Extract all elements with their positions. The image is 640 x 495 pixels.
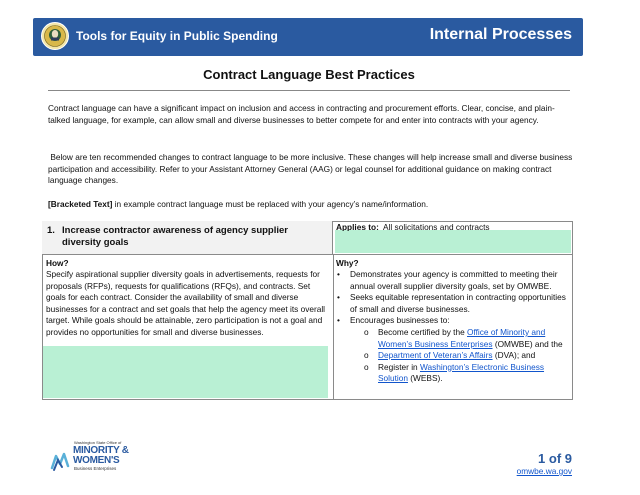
sub-bullet-icon: o: [364, 350, 369, 361]
logo-org-text: Washington State Office of: [74, 440, 122, 445]
applies-to: [336, 222, 568, 231]
applies-label: Applies to:: [336, 222, 379, 231]
page-indicator: 1 of 9: [538, 451, 572, 466]
bracket-label: [Bracketed Text]: [48, 199, 113, 209]
why-item: • Seeks equitable representation in contracting opportunities of small and diverse businesses.: [337, 292, 566, 314]
sub-bullet-icon: o: [364, 361, 369, 372]
bracket-note: in example contract language must be replaced with your agency’s name/information.: [112, 199, 429, 209]
recommendation-number: 1.: [47, 225, 55, 236]
washington-seal-icon: [41, 22, 69, 50]
bracket-note-paragraph: [48, 199, 576, 211]
bullet-icon: •: [337, 292, 340, 303]
why-heading: Why?: [336, 258, 359, 268]
logo-line3: Business Enterprises: [74, 466, 117, 471]
page-title: Contract Language Best Practices: [203, 67, 415, 82]
applies-value: All solicitations and contracts: [383, 222, 490, 231]
brand-title: Tools for Equity in Public Spending: [76, 29, 278, 43]
why-item: • Demonstrates your agency is committed to meeting their annual overall supplier diversity goals, set by OMWBE.: [337, 269, 558, 291]
table-column-divider: [333, 255, 334, 400]
logo-line1: MINORITY &: [73, 445, 129, 456]
recommendation-title-line2: diversity goals: [62, 237, 129, 248]
recommendation-title-line1: Increase contractor awareness of agency supplier: [62, 225, 288, 236]
why-list: [336, 269, 570, 385]
intro-paragraph: Contract language can have a significant impact on inclusion and access in contracting and procurement efforts. Clear, concise, and plain-talked language, for example, can allow small and diverse businesses to better compete for and enter into contracts with your agency.: [48, 103, 555, 125]
recommendations-text: Below are ten recommended changes to contract language to be more inclusive. These changes will help increase small and diverse business participation and accessibility. Refer to your Assistant Attorney General (AAG) or legal counsel for additional guidance on making contract language changes.: [48, 152, 573, 185]
logo-line2: WOMEN'S: [73, 455, 120, 466]
omwbe-link[interactable]: Office of Minority and Women’s Business Enterprises: [378, 326, 546, 349]
how-text: Specify aspirational supplier diversity goals in advertisements, requests for proposals (RFPs), requests for qualifications (RFQs), and contracts. Set goals for each contract. Consider the availability of small and diverse businesses for a contract and set goals that help the agency meet its overall target. While goals should be attainable, zero participation is not a goal and provides no opportunities for small and diverse businesses.: [46, 269, 326, 337]
section-title: Internal Processes: [429, 26, 572, 43]
bullet-icon: •: [337, 315, 340, 326]
dva-link[interactable]: Department of Veteran’s Affairs: [378, 350, 493, 361]
webs-link[interactable]: Washington’s Electronic Business Solution: [378, 361, 545, 384]
why-item: • Encourages businesses to: o Become certified by the Office of Minority and Women’s Business Enterprises (OMWBE) and the o Department of Veteran’s Affairs (DVA); and o Register in Washington’s Electronic Business Solution (WEBS).: [336, 315, 570, 385]
sub-item: o Become certified by the Office of Minority and Women’s Business Enterprises (OMWBE) and the: [364, 326, 563, 349]
title-divider: [48, 90, 570, 91]
highlight-box-applies: [335, 230, 571, 253]
bullet-icon: •: [337, 269, 340, 279]
sub-bullet-icon: o: [364, 326, 369, 337]
website-link[interactable]: omwbe.wa.gov: [516, 466, 572, 476]
recommendations-paragraph: [48, 152, 576, 187]
omwbe-logo-icon: [50, 450, 72, 472]
how-heading: How?: [46, 258, 69, 268]
recommendation-heading: [47, 225, 317, 249]
highlight-box-how: [43, 346, 328, 398]
sub-item: o Register in Washington’s Electronic Business Solution (WEBS).: [364, 361, 545, 384]
sub-item: o Department of Veteran’s Affairs (DVA); and: [364, 350, 536, 361]
